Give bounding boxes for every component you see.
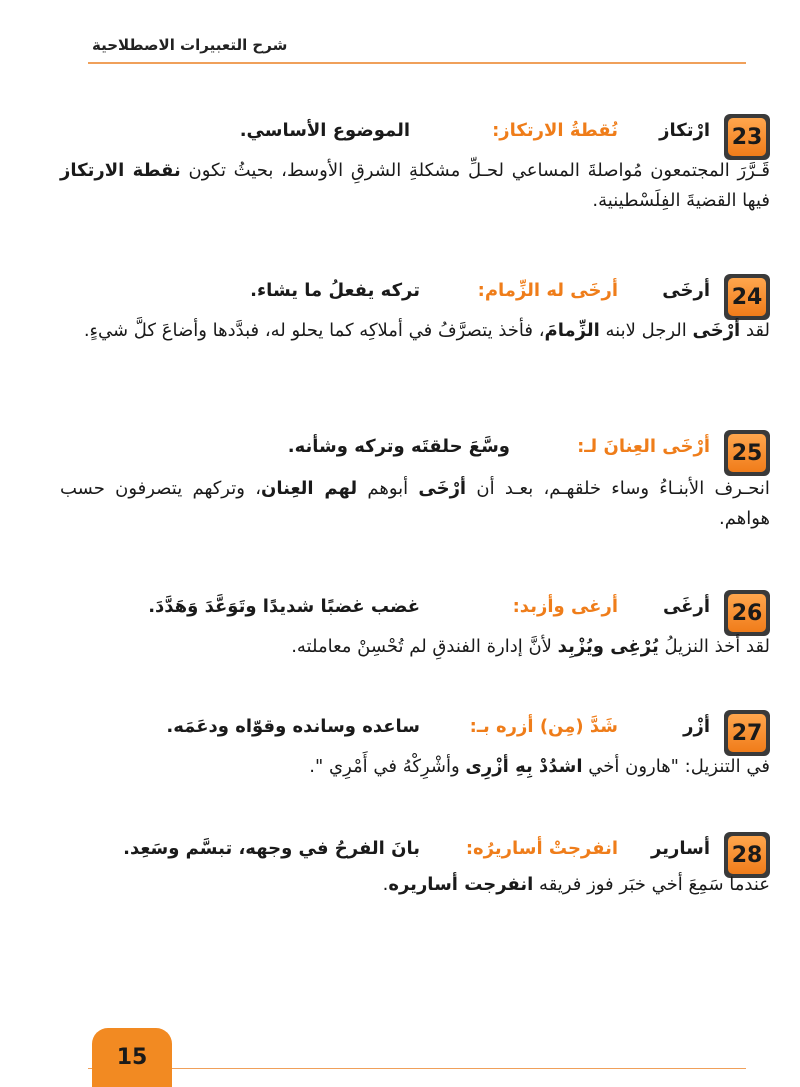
entry-phrase: شَدَّ (مِن) أزره بـ: [469, 716, 618, 737]
entry-phrase: نُقطةُ الارتكاز: [492, 120, 618, 141]
entry-number-badge [724, 114, 770, 160]
entry-24 [60, 274, 770, 404]
example-text: لأنَّ إدارة الفندقِ لم تُحْسِنْ معاملته. [291, 636, 552, 657]
example-text: . [382, 874, 389, 895]
entry-28 [60, 832, 770, 922]
entry-meaning: تركه يفعلُ ما يشاء. [250, 280, 420, 301]
entry-meaning: وسَّعَ حلقتَه وتركه وشأنه. [287, 436, 510, 457]
entry-25 [60, 430, 770, 560]
example-text: الرجل لابنه [605, 320, 687, 341]
entry-example [60, 870, 770, 900]
entry-23 [60, 114, 770, 249]
entry-example [60, 316, 770, 346]
header-divider [88, 62, 746, 64]
example-text: في التنزيل: "هارون أخي [588, 756, 770, 777]
entry-meaning: غضب غضبًا شديدًا وتَوَعَّدَ وَهَدَّدَ. [148, 596, 420, 617]
example-text: أبوهم [367, 478, 409, 499]
example-highlight: اشدُدْ بِهِ أزْرِى [465, 756, 583, 777]
example-text: وأشْرِكْهُ في أَمْرِي ". [309, 756, 460, 777]
entry-meaning: بانَ الفرحُ في وجهه، تبسَّم وسَعِد. [123, 838, 420, 859]
entry-phrase: أرخَى له الزِّمام: [477, 280, 618, 301]
entry-example [60, 474, 770, 534]
footer-divider [88, 1068, 746, 1069]
example-text: قَـرَّرَ المجتمعون مُواصلةَ المساعي لحـلِّ مشكلةِ الشرقِ الأوسط، بحيثُ تكون [188, 160, 770, 181]
entry-number: 28 [728, 836, 766, 874]
example-text: ، وتركهم يتصرفون حسب هواهم. [60, 478, 770, 529]
entry-number: 27 [728, 714, 766, 752]
example-text: لقد [745, 320, 770, 341]
example-highlight: أرْخَى [692, 320, 741, 341]
page-header-title: شرح التعبيرات الاصطلاحية [92, 36, 288, 54]
example-highlight: الزِّمامَ [544, 320, 600, 341]
example-highlight: يُرْغِى ويُزْبِد [557, 636, 659, 657]
entry-example [60, 632, 770, 662]
example-highlight: لهم العِنان [261, 478, 358, 499]
entry-number: 23 [728, 118, 766, 156]
example-text: ، فأخذ يتصرَّفُ في أملاكِه كما يحلو له، فبدَّدها وأضاعَ كلَّ شيءٍ. [83, 320, 545, 341]
entry-number-badge [724, 710, 770, 756]
entry-meaning: الموضوع الأساسي. [239, 120, 410, 141]
entry-phrase: أرغى وأزبد: [512, 596, 618, 617]
example-text: لقد أخذ النزيلُ [664, 636, 770, 657]
entry-number: 26 [728, 594, 766, 632]
entry-root-word: أزْر [683, 716, 710, 737]
entry-26 [60, 590, 770, 680]
example-highlight: أرْخَى [418, 478, 467, 499]
entry-number-badge [724, 590, 770, 636]
entry-number: 24 [728, 278, 766, 316]
entry-root-word: ارْتكاز [659, 120, 710, 141]
example-highlight: نقطة الارتكاز [60, 160, 181, 181]
page-number: 15 [92, 1028, 172, 1087]
example-text: فيها القضيةَ الفِلَسْطينية. [592, 190, 770, 211]
entry-number: 25 [728, 434, 766, 472]
example-highlight: انفرجت أساريره [388, 874, 534, 895]
entry-example [60, 156, 770, 216]
example-text: عندما سَمِعَ أخي خبَر فوز فريقه [539, 874, 770, 895]
entry-root-word: أسارير [651, 838, 710, 859]
entry-phrase: انفرجتْ أساريرُه: [465, 838, 618, 859]
entry-root-word: أرغَى [662, 596, 710, 617]
entry-number-badge [724, 274, 770, 320]
entry-number-badge [724, 430, 770, 476]
example-text: انحـرف الأبنـاءُ وساء خلقهـم، بعـد أن [476, 478, 770, 499]
entry-root-word: أرخَى [662, 280, 710, 301]
entry-phrase: أرْخَى العِنانَ لـ: [577, 436, 710, 457]
entry-27 [60, 710, 770, 800]
entry-example [60, 752, 770, 782]
entry-meaning: ساعده وسانده وقوّاه ودعَمَه. [166, 716, 420, 737]
